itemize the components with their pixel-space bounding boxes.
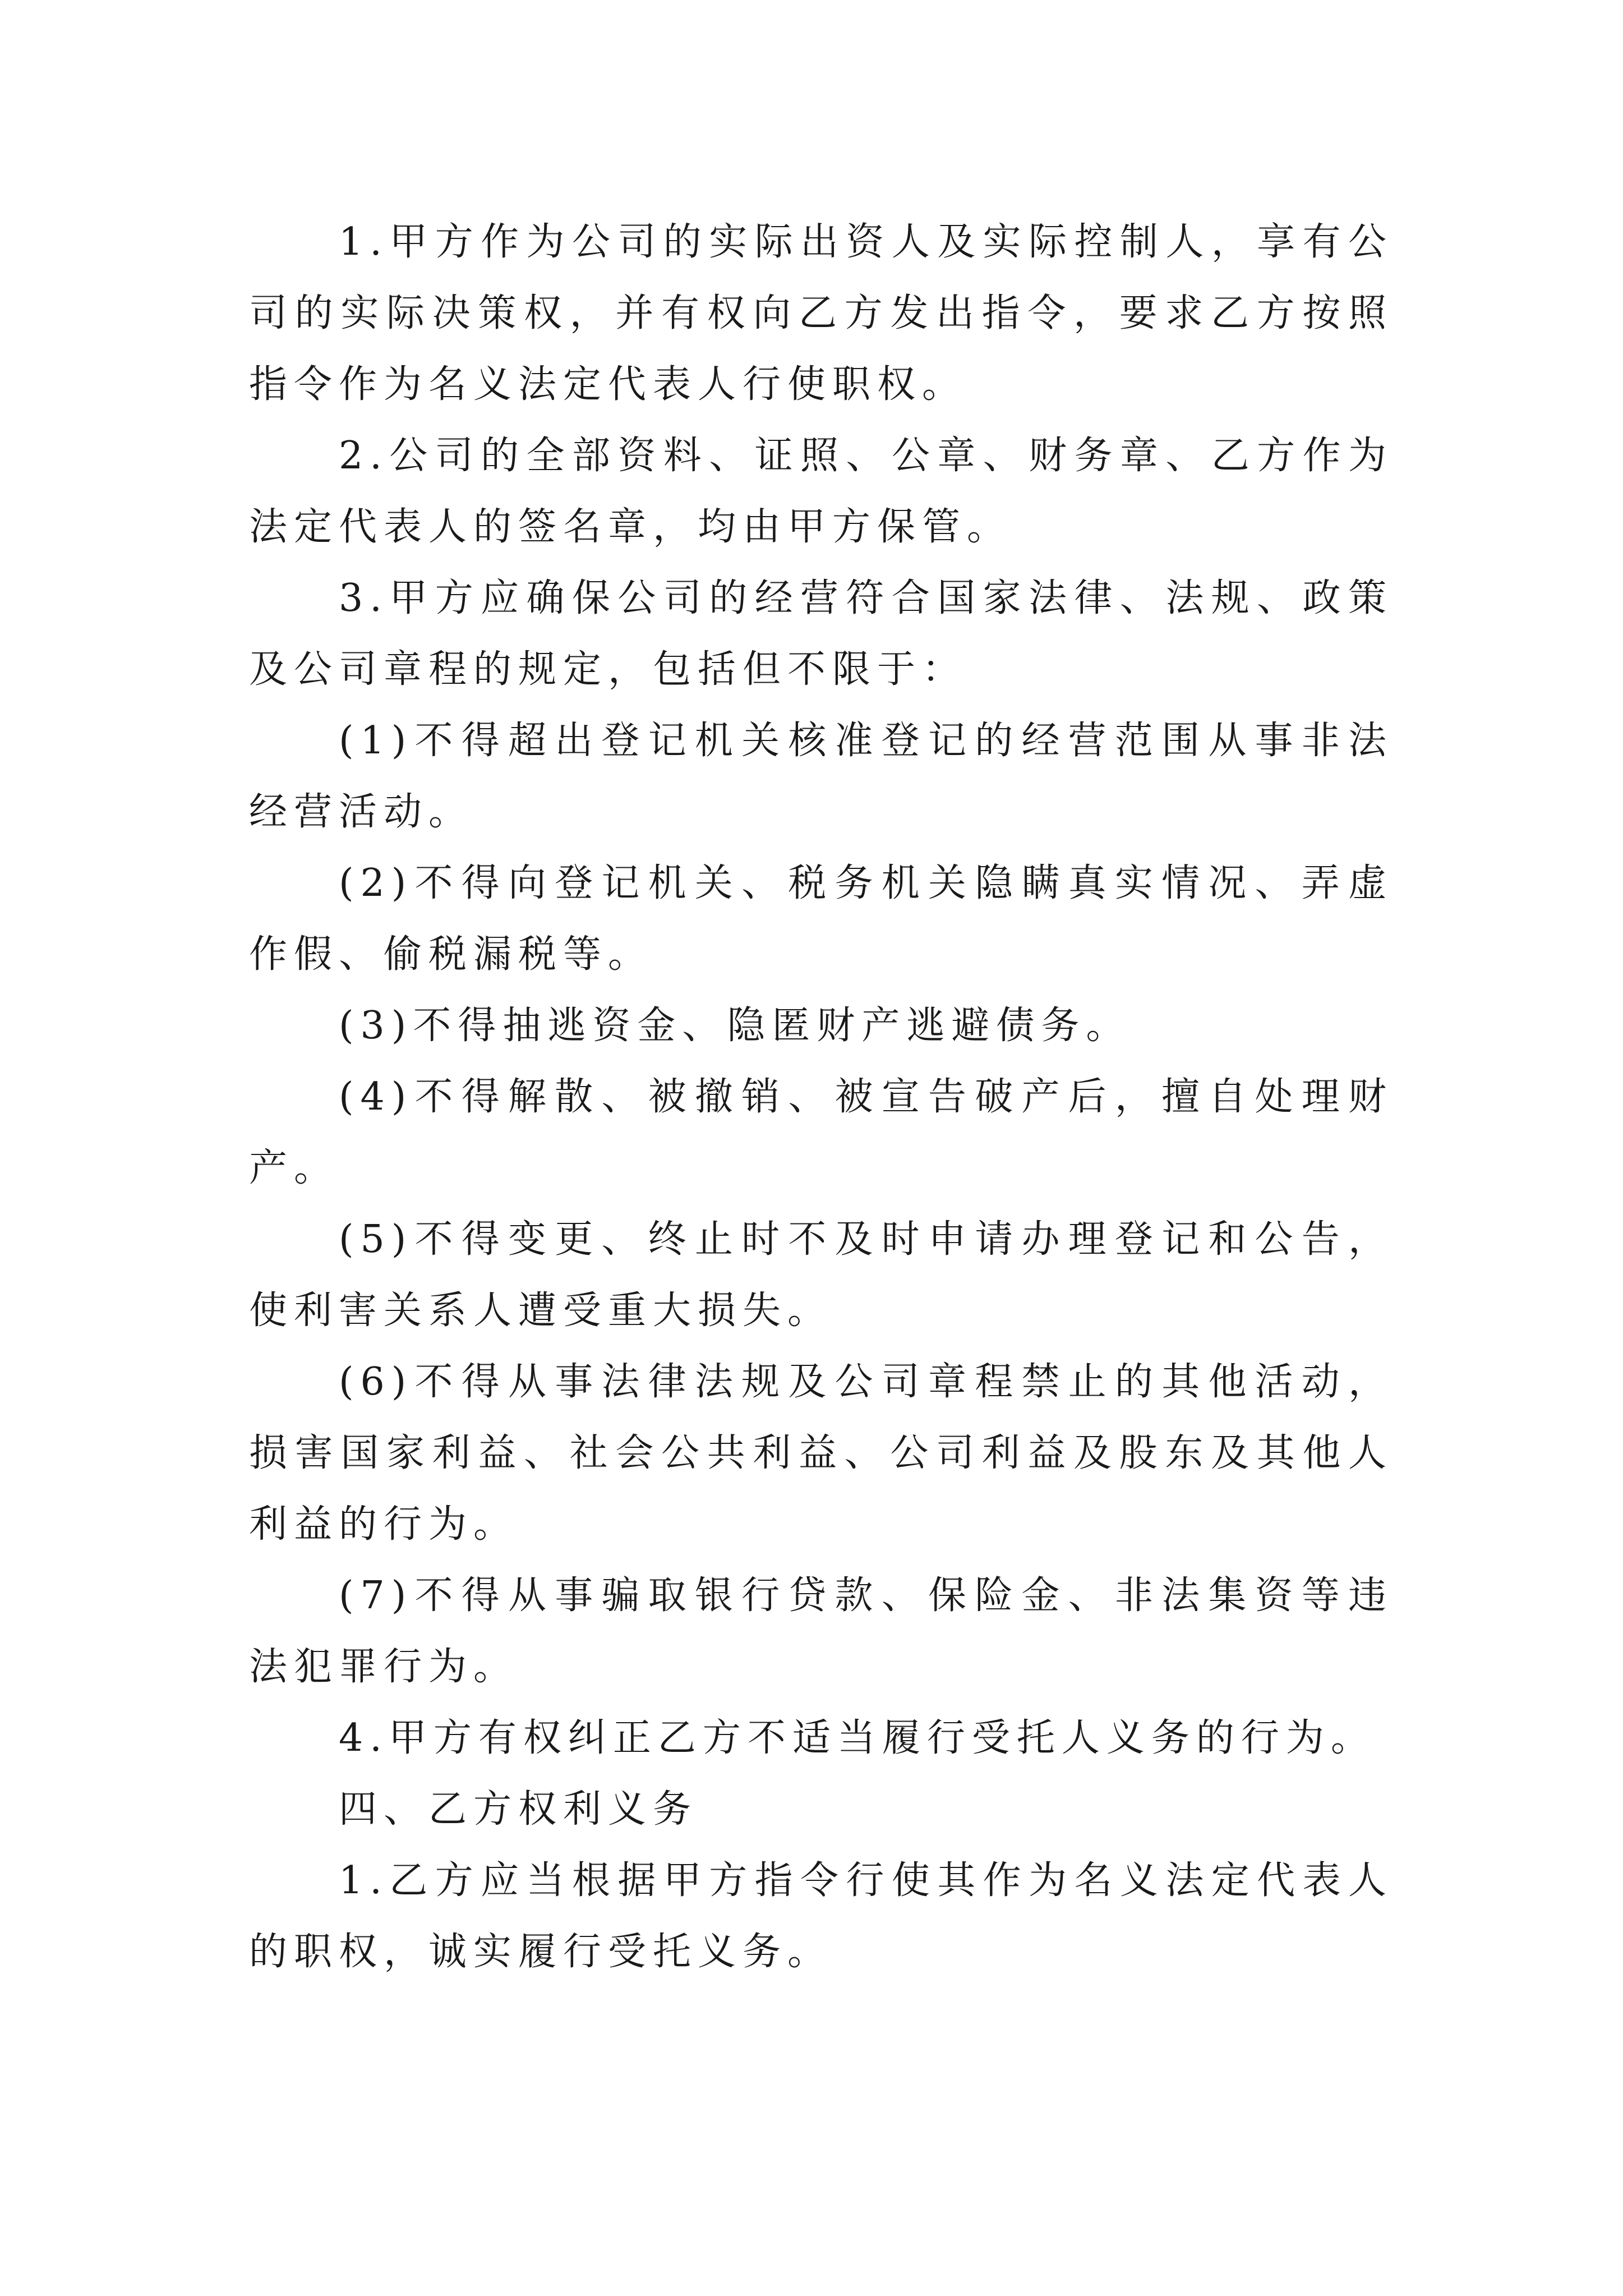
paragraph-3-item-2: (2)不得向登记机关、税务机关隐瞒真实情况、弄虚作假、偷税漏税等。 [249, 861, 1393, 977]
paragraph-4: 4.甲方有权纠正乙方不适当履行受托人义务的行为。 [339, 1716, 1376, 1760]
section-heading: 四、乙方权利义务 [339, 1787, 698, 1832]
document-body [249, 206, 1393, 1987]
section-paragraph-1: 1.乙方应当根据甲方指令行使其作为名义法定代表人的职权，诚实履行受托义务。 [249, 1858, 1393, 1974]
paragraph-2: 2.公司的全部资料、证照、公章、财务章、乙方作为法定代表人的签名章，均由甲方保管。 [249, 434, 1393, 549]
paragraph-3-item-3: (3)不得抽逃资金、隐匿财产逃避债务。 [339, 1004, 1131, 1048]
paragraph-3-item-7: (7)不得从事骗取银行贷款、保险金、非法集资等违法犯罪行为。 [249, 1573, 1393, 1689]
paragraph-3: 3.甲方应确保公司的经营符合国家法律、法规、政策及公司章程的规定，包括但不限于： [249, 576, 1393, 692]
paragraph-3-item-5: (5)不得变更、终止时不及时申请办理登记和公告，使利害关系人遭受重大损失。 [249, 1217, 1393, 1333]
paragraph-3-item-4: (4)不得解散、被撤销、被宣告破产后，擅自处理财产。 [249, 1075, 1393, 1190]
paragraph-3-item-1: (1)不得超出登记机关核准登记的经营范围从事非法经营活动。 [249, 719, 1393, 834]
paragraph-1: 1.甲方作为公司的实际出资人及实际控制人，享有公司的实际决策权，并有权向乙方发出指令，要求乙方按照指令作为名义法定代表人行使职权。 [249, 220, 1393, 407]
paragraph-3-item-6: (6)不得从事法律法规及公司章程禁止的其他活动，损害国家利益、社会公共利益、公司利益及股东及其他人利益的行为。 [249, 1360, 1393, 1547]
